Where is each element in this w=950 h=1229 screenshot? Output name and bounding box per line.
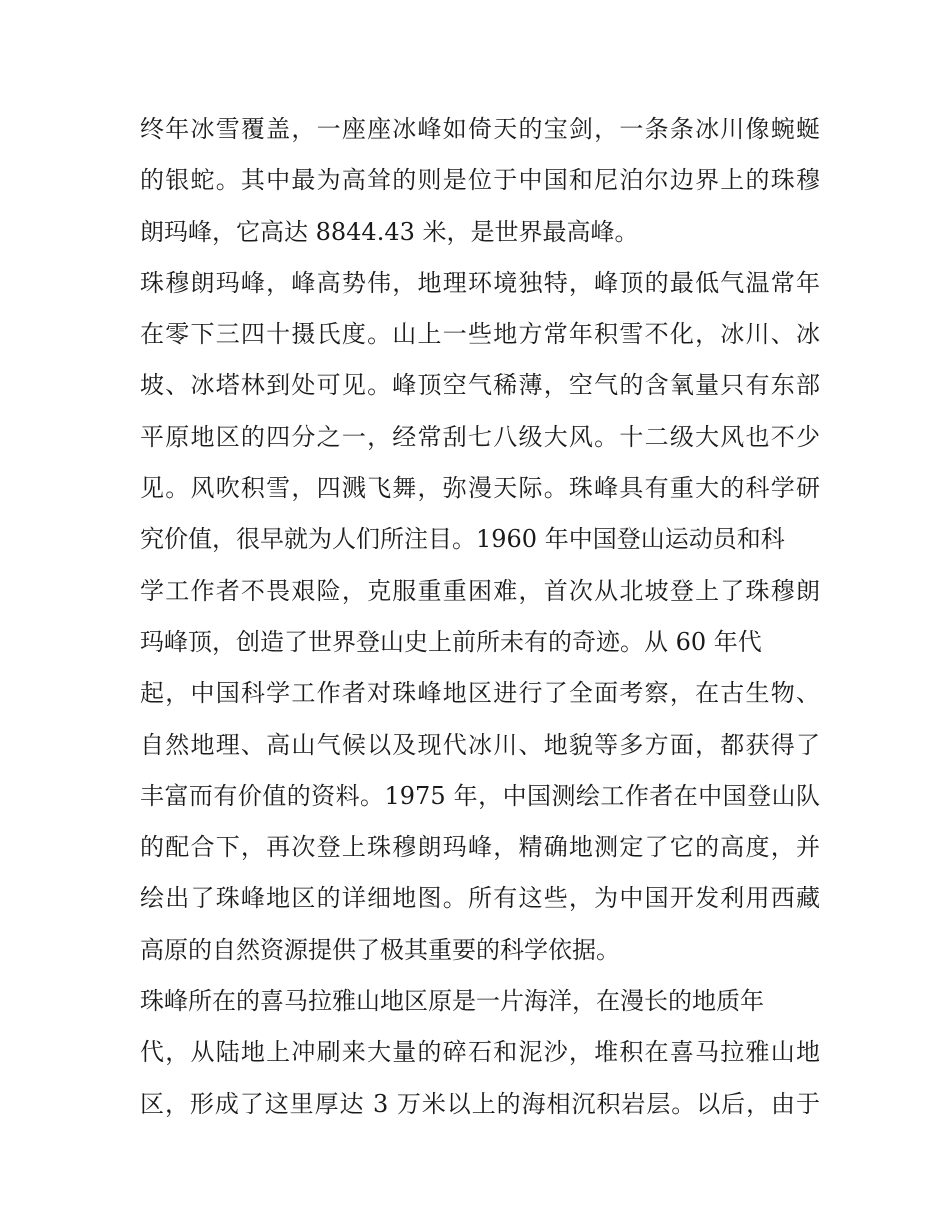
text-line: 丰富而有价值的资料。1975 年，中国测绘工作者在中国登山队 — [140, 781, 820, 810]
text-line: 玛峰顶，创造了世界登山史上前所未有的奇迹。从 60 年代 — [140, 627, 762, 656]
text-line: 终年冰雪覆盖，一座座冰峰如倚天的宝剑，一条条冰川像蜿蜒 — [140, 115, 820, 143]
text-line: 的配合下，再次登上珠穆朗玛峰，精确地测定了它的高度，并 — [140, 833, 820, 862]
text-line: 珠穆朗玛峰，峰高势伟，地理环境独特，峰顶的最低气温常年 — [140, 268, 820, 297]
body-text — [140, 104, 820, 1130]
text-line: 学工作者不畏艰险，克服重重困难，首次从北坡登上了珠穆朗 — [140, 576, 820, 605]
text-line: 究价值，很早就为人们所注目。1960 年中国登山运动员和科 — [140, 525, 785, 554]
text-line: 区，形成了这里厚达 3 万米以上的海相沉积岩层。以后，由于 — [140, 1089, 820, 1118]
text-line: 绘出了珠峰地区的详细地图。所有这些，为中国开发利用西藏 — [140, 884, 820, 913]
text-line: 在零下三四十摄氏度。山上一些地方常年积雪不化，冰川、冰 — [140, 320, 820, 349]
text-line: 平原地区的四分之一，经常刮七八级大风。十二级大风也不少 — [140, 422, 820, 451]
text-line: 珠峰所在的喜马拉雅山地区原是一片海洋，在漫长的地质年 — [140, 987, 764, 1016]
text-line: 的银蛇。其中最为高耸的则是位于中国和尼泊尔边界上的珠穆 — [140, 166, 820, 195]
text-line: 代，从陆地上冲刷来大量的碎石和泥沙，堆积在喜马拉雅山地 — [140, 1038, 820, 1067]
text-line: 坡、冰塔林到处可见。峰顶空气稀薄，空气的含氧量只有东部 — [140, 371, 820, 400]
text-line: 见。风吹积雪，四溅飞舞，弥漫天际。珠峰具有重大的科学研 — [140, 474, 820, 503]
text-line: 高原的自然资源提供了极其重要的科学依据。 — [140, 935, 620, 964]
text-line: 起，中国科学工作者对珠峰地区进行了全面考察，在古生物、 — [140, 679, 820, 708]
text-line: 自然地理、高山气候以及现代冰川、地貌等多方面，都获得了 — [140, 730, 820, 759]
text-line: 朗玛峰，它高达 8844.43 米，是世界最高峰。 — [140, 217, 639, 246]
